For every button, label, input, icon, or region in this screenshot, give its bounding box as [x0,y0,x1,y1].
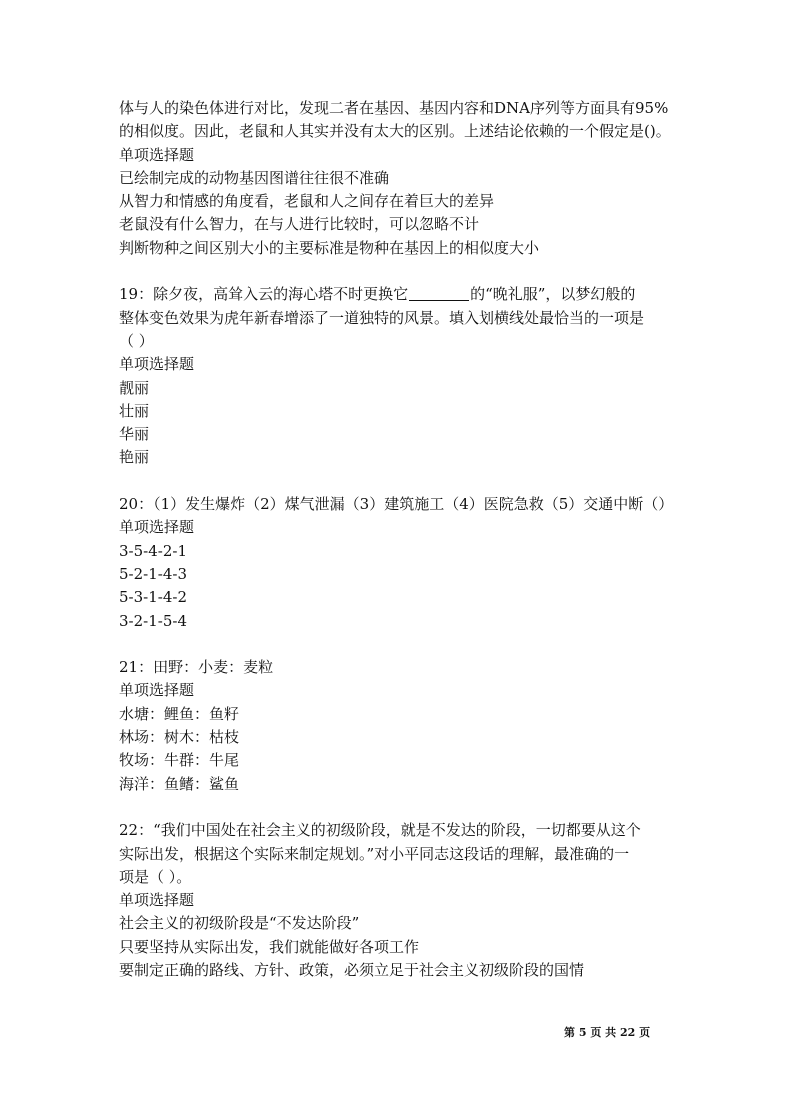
question-type-label: 单项选择题 [119,518,195,537]
answer-option-b: 林场：树木：枯枝 [119,728,240,747]
question-20 [119,493,679,633]
answer-option-d: 3-2-1-5-4 [119,611,187,630]
question-text-line: 整体变色效果为虎年新春增添了一道独特的风景。填入划横线处最恰当的一项是 [119,308,645,327]
question-type-label: 单项选择题 [119,891,195,910]
answer-option-a: 3-5-4-2-1 [119,541,187,560]
question-stem-end: 的“晚礼服”，以梦幻般的 [470,285,636,304]
question-text-line: （ ） [119,331,154,350]
question-stem-start: 19：除夕夜，高耸入云的海心塔不时更换它 [119,285,409,304]
question-21 [119,656,679,796]
answer-option-c: 5-3-1-4-2 [119,588,187,607]
question-text-line: 实际出发，根据这个实际来制定规划。”对小平同志这段话的理解，最准确的一 [119,844,630,863]
question-text-line: 体与人的染色体进行对比，发现二者在基因、基因内容和DNA序列等方面具有95% [119,99,669,117]
question-type-label: 单项选择题 [119,681,195,700]
answer-option-c: 老鼠没有什么智力，在与人进行比较时，可以忽略不计 [119,215,480,234]
question-text-line: 22：“我们中国处在社会主义的初级阶段，就是不发达的阶段，一切都要从这个 [119,821,641,840]
answer-option-b: 从智力和情感的角度看，老鼠和人之间存在着巨大的差异 [119,192,495,211]
question-text-line: 20：（1）发生爆炸（2）煤气泄漏（3）建筑施工（4）医院急救（5）交通中断（） [119,495,674,514]
answer-option-b: 壮丽 [119,401,150,420]
question-text-line [119,283,679,306]
answer-option-d: 判断物种之间区别大小的主要标准是物种在基因上的相似度大小 [119,238,540,257]
answer-option-c: 要制定正确的路线、方针、政策，必须立足于社会主义初级阶段的国情 [119,960,585,979]
answer-option-a: 水塘：鲤鱼：鱼籽 [119,704,240,723]
question-type-label: 单项选择题 [119,145,195,164]
answer-option-a: 已绘制完成的动物基因图谱往往很不准确 [119,168,390,187]
question-text-line: 项是（ ）。 [119,867,192,886]
answer-option-b: 只要坚持从实际出发，我们就能做好各项工作 [119,937,420,956]
answer-option-a: 社会主义的初级阶段是“不发达阶段” [119,914,360,933]
question-22 [119,819,679,982]
answer-option-c: 华丽 [119,425,150,444]
question-type-label: 单项选择题 [119,355,195,374]
question-intro-continuation [119,97,679,260]
answer-option-c: 牧场：牛群：牛尾 [119,751,240,770]
fill-in-blank-underline [409,285,469,301]
page-number-footer: 第 5 页 共 22 页 [564,1026,651,1039]
question-19 [119,283,679,469]
answer-option-a: 靓丽 [119,378,150,397]
answer-option-d: 艳丽 [119,448,150,467]
question-text-line: 21：田野：小麦：麦粒 [119,658,274,677]
question-text-line: 的相似度。因此，老鼠和人其实并没有太大的区别。上述结论依赖的一个假定是()。 [119,122,671,141]
page-content [119,97,679,982]
answer-option-d: 海洋：鱼鳍：鲨鱼 [119,774,240,793]
answer-option-b: 5-2-1-4-3 [119,564,187,583]
